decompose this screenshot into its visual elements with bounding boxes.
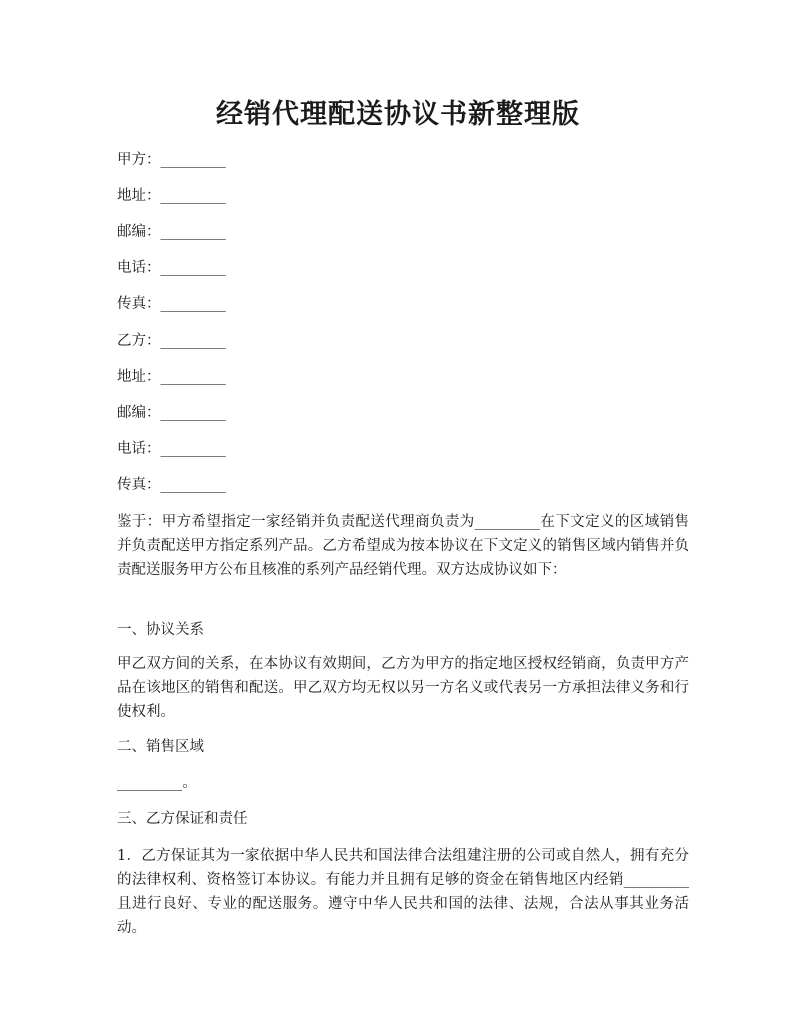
section-2-body: _________。 bbox=[117, 775, 197, 791]
section-1-body: 甲乙双方间的关系，在本协议有效期间，乙方为甲方的指定地区授权经销商，负责甲方产品在该地区的销售和配送。甲乙双方均无权以另一方名义或代表另一方承担法律义务和行使权利。 bbox=[117, 656, 689, 720]
party-a-fax-field: 传真：_________ bbox=[117, 296, 226, 312]
party-b-name-field: 乙方：_________ bbox=[117, 333, 226, 349]
section-1-heading: 一、协议关系 bbox=[117, 622, 204, 638]
section-3-body: 1．乙方保证其为一家依据中华人民共和国法律合法组建注册的公司或自然人，拥有充分的法律权利、资格签订本协议。有能力并且拥有足够的资金在销售地区内经销_________且进行良好、专业的配送服务。遵守中华人民共和国的法律、法规，合法从事其业务活动。 bbox=[117, 848, 689, 936]
preamble-paragraph: 鉴于：甲方希望指定一家经销并负责配送代理商负责为_________在下文定义的区域销售并负责配送甲方指定系列产品。乙方希望成为按本协议在下文定义的销售区域内销售并负责配送服务甲方公布且核准的系列产品经销代理。双方达成协议如下： bbox=[117, 514, 689, 578]
section-2-heading: 二、销售区域 bbox=[117, 739, 204, 755]
party-b-fax-field: 传真：_________ bbox=[117, 477, 226, 493]
party-a-phone-field: 电话：_________ bbox=[117, 260, 226, 276]
party-b-address-field: 地址：_________ bbox=[117, 369, 226, 385]
party-a-address-field: 地址：_________ bbox=[117, 188, 226, 204]
document-title: 经销代理配送协议书新整理版 bbox=[216, 99, 580, 130]
party-a-postcode-field: 邮编：_________ bbox=[117, 224, 226, 240]
party-a-name-field: 甲方：_________ bbox=[117, 152, 226, 168]
party-b-phone-field: 电话：_________ bbox=[117, 441, 226, 457]
party-b-postcode-field: 邮编：_________ bbox=[117, 405, 226, 421]
section-3-heading: 三、乙方保证和责任 bbox=[117, 811, 248, 827]
